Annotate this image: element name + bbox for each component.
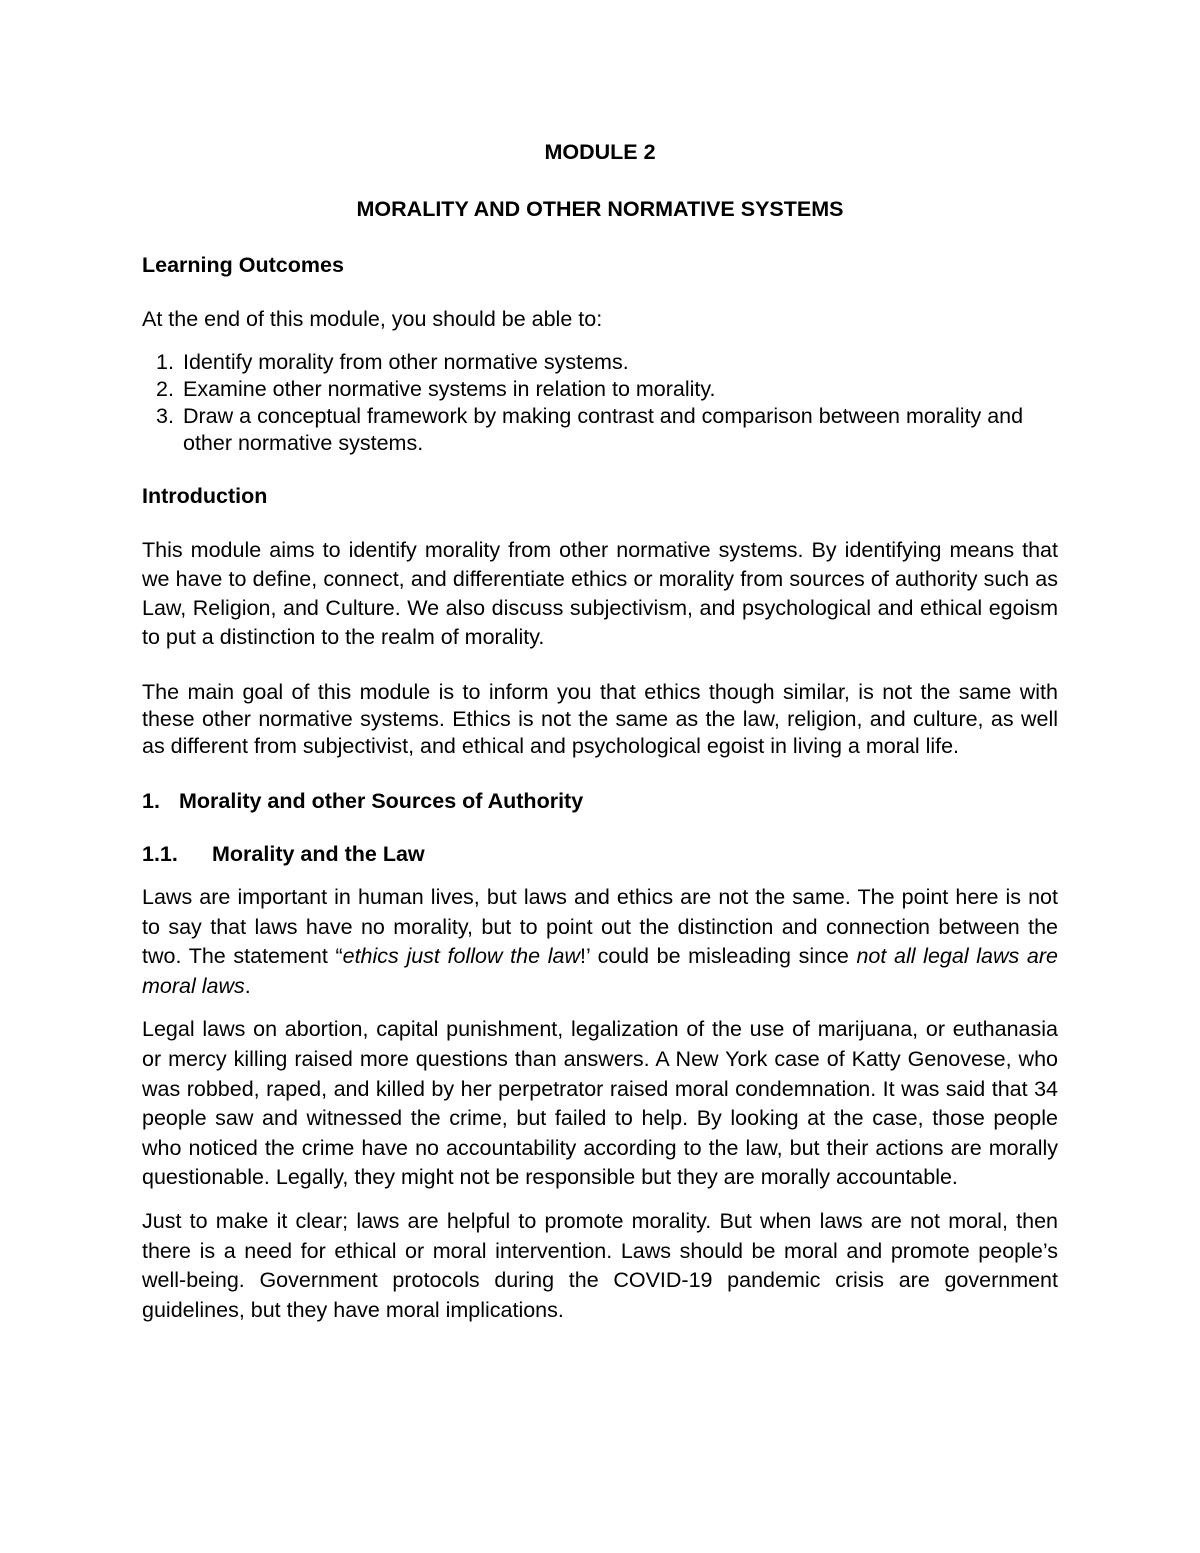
list-item-text: Draw a conceptual framework by making contrast and comparison between morality and other normative systems.	[183, 404, 1024, 455]
text-run: !’ could be misleading since	[579, 944, 857, 969]
section-1-1-heading	[142, 840, 1058, 869]
introduction-heading: Introduction	[142, 484, 268, 508]
introduction-paragraph-2: The main goal of this module is to inform you that ethics though similar, is not the same with these other normative systems. Ethics is not the same as the law, religion, and culture, as well as different from subjectivist, and ethical and psychological egoist in living a moral life.	[142, 680, 1058, 758]
section-1-heading	[142, 787, 1058, 816]
list-item	[156, 349, 1058, 376]
module-title: MODULE 2	[544, 140, 656, 164]
law-paragraph-3: Just to make it clear; laws are helpful to promote morality. But when laws are not moral, then there is a need for ethical or moral intervention. Laws should be moral and promote people’s well-being. Government protocols during the COVID-19 pandemic crisis are government guidelines, but they have moral implications.	[142, 1208, 1058, 1322]
italic-phrase: not all legal laws are moral laws	[142, 944, 1058, 998]
section-title: Morality and other Sources of Authority	[179, 789, 584, 813]
text-run: .	[244, 973, 251, 998]
document-page	[142, 138, 1058, 1325]
list-item-text: Identify morality from other normative systems.	[183, 350, 629, 374]
list-item	[156, 376, 1058, 403]
section-title: Morality and the Law	[212, 842, 425, 866]
list-item-number: 2.	[156, 377, 174, 401]
learning-outcomes-list	[142, 349, 1058, 457]
module-subtitle: MORALITY AND OTHER NORMATIVE SYSTEMS	[356, 197, 844, 221]
text-run: Laws are important in human lives, but laws and ethics are not the same. The point here is not to say that laws have no morality, but to point out the distinction and connection between the two. The statement “	[142, 885, 1058, 969]
list-item-text: Examine other normative systems in relation to morality.	[183, 377, 716, 401]
law-paragraph-2: Legal laws on abortion, capital punishment, legalization of the use of marijuana, or euthanasia or mercy killing raised more questions than answers. A New York case of Katty Genovese, who was robbed, raped, and killed by her perpetrator raised moral condemnation. It was said that 34 people saw and witnessed the crime, but failed to help. By looking at the case, those people who noticed the crime have no accountability according to the law, but their actions are morally questionable. Legally, they might not be responsible but they are morally accountable.	[142, 1017, 1058, 1190]
section-number: 1.1.	[142, 842, 178, 866]
list-item-number: 1.	[156, 350, 174, 374]
italic-quote: ethics just follow the law	[342, 944, 580, 969]
list-item	[156, 403, 1058, 457]
law-paragraph-1	[142, 883, 1058, 1001]
learning-outcomes-lead: At the end of this module, you should be able to:	[142, 307, 603, 331]
learning-outcomes-heading: Learning Outcomes	[142, 253, 344, 277]
introduction-paragraph-1: This module aims to identify morality from other normative systems. By identifying means that we have to define, connect, and differentiate ethics or morality from sources of authority such as Law, Religion, and Culture. We also discuss subjectivism, and psychological and ethical egoism to put a distinction to the realm of morality.	[142, 538, 1058, 649]
section-number: 1.	[142, 789, 160, 813]
list-item-number: 3.	[156, 404, 174, 428]
